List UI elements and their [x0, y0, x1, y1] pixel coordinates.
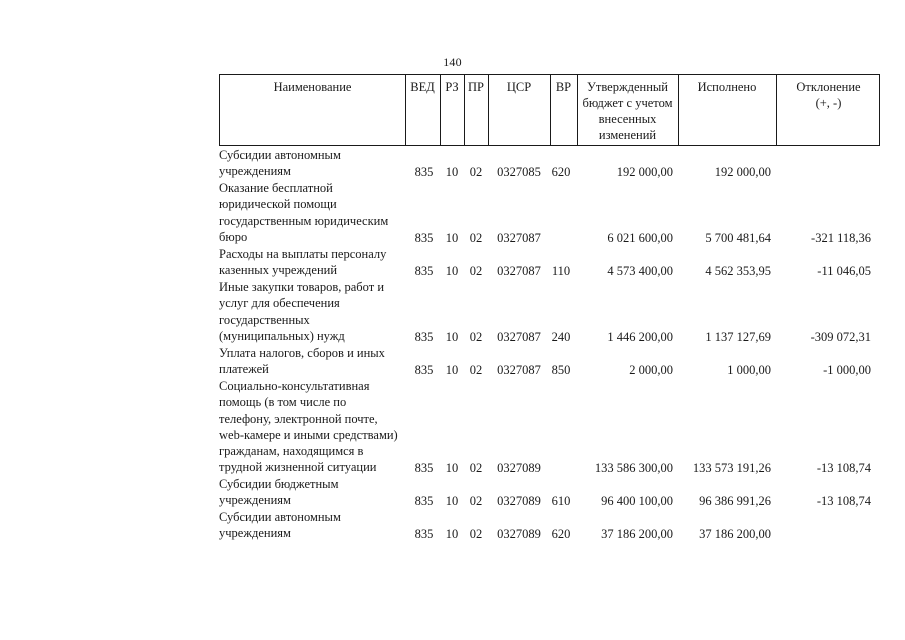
row-ved: 835 [414, 526, 434, 541]
row-vr: 850 [551, 362, 571, 377]
row-name: Уплата налогов, сборов и иных платежей [219, 346, 385, 377]
table-row [219, 246, 880, 279]
table-row [219, 476, 880, 509]
row-ved: 835 [414, 263, 434, 278]
row-executed: 133 573 191,26 [692, 460, 771, 475]
row-ved: 835 [414, 493, 434, 508]
row-vr: 610 [551, 493, 571, 508]
row-executed: 96 386 991,26 [699, 493, 771, 508]
row-name: Иные закупки товаров, работ и услуг для обеспечения государственных (муниципальных) нужд [219, 280, 385, 343]
row-rz: 10 [445, 493, 459, 508]
row-vr: 240 [551, 329, 571, 344]
row-rz: 10 [445, 362, 459, 377]
table-row [219, 147, 880, 180]
header-rz: РЗ [445, 80, 459, 94]
header-name: Наименование [273, 80, 352, 94]
row-executed: 192 000,00 [714, 164, 771, 179]
row-executed: 1 137 127,69 [705, 329, 771, 344]
row-rz: 10 [445, 263, 459, 278]
header-vr: ВР [555, 80, 572, 94]
table-row [219, 509, 880, 542]
header-deviation: Отклонение (+, -) [796, 80, 861, 110]
header-budget: Утвержденный бюджет с учетом внесенных изменений [582, 80, 673, 142]
row-csr: 0327087 [497, 329, 541, 344]
row-deviation: -13 108,74 [816, 493, 871, 508]
row-name: Социально-консультативная помощь (в том числе по телефону, электронной почте, web-камере и иными средствами) гражданам, находящимся в трудной жизненной ситуации [219, 379, 398, 475]
row-budget: 1 446 200,00 [607, 329, 673, 344]
row-rz: 10 [445, 230, 459, 245]
row-pr: 02 [469, 164, 483, 179]
row-name: Субсидии бюджетным учреждениям [219, 477, 339, 508]
table-header [219, 74, 880, 146]
row-pr: 02 [469, 329, 483, 344]
row-vr: 110 [551, 263, 571, 278]
row-csr: 0327087 [497, 263, 541, 278]
row-executed: 5 700 481,64 [705, 230, 771, 245]
row-csr: 0327089 [497, 526, 541, 541]
row-budget: 2 000,00 [629, 362, 673, 377]
row-ved: 835 [414, 362, 434, 377]
header-pr: ПР [468, 80, 484, 94]
table-row [219, 378, 880, 476]
row-name: Субсидии автономным учреждениям [219, 148, 341, 179]
row-name: Оказание бесплатной юридической помощи государственным юридическим бюро [219, 181, 389, 244]
row-csr: 0327087 [497, 362, 541, 377]
row-pr: 02 [469, 493, 483, 508]
row-deviation: -309 072,31 [810, 329, 871, 344]
row-budget: 96 400 100,00 [601, 493, 673, 508]
header-executed: Исполнено [697, 80, 757, 94]
row-pr: 02 [469, 230, 483, 245]
row-budget: 6 021 600,00 [607, 230, 673, 245]
row-deviation: -1 000,00 [823, 362, 871, 377]
row-csr: 0327085 [497, 164, 541, 179]
row-vr: 620 [551, 526, 571, 541]
row-name: Расходы на выплаты персоналу казенных учреждений [219, 247, 387, 278]
row-vr: 620 [551, 164, 571, 179]
row-csr: 0327087 [497, 230, 541, 245]
row-ved: 835 [414, 329, 434, 344]
row-budget: 192 000,00 [616, 164, 673, 179]
row-pr: 02 [469, 263, 483, 278]
row-pr: 02 [469, 460, 483, 475]
row-budget: 133 586 300,00 [594, 460, 673, 475]
row-ved: 835 [414, 164, 434, 179]
row-name: Субсидии автономным учреждениям [219, 510, 341, 541]
table-row [219, 345, 880, 378]
row-deviation: -13 108,74 [816, 460, 871, 475]
row-deviation: -11 046,05 [817, 263, 871, 278]
row-budget: 37 186 200,00 [601, 526, 673, 541]
page-number: 140 [443, 55, 462, 69]
table-row [219, 180, 880, 246]
row-rz: 10 [445, 526, 459, 541]
row-executed: 37 186 200,00 [699, 526, 771, 541]
row-rz: 10 [445, 329, 459, 344]
header-csr: ЦСР [506, 80, 532, 94]
row-rz: 10 [445, 460, 459, 475]
row-ved: 835 [414, 460, 434, 475]
row-deviation: -321 118,36 [811, 230, 871, 245]
row-executed: 4 562 353,95 [705, 263, 771, 278]
row-executed: 1 000,00 [727, 362, 771, 377]
header-ved: ВЕД [410, 80, 435, 94]
table-row [219, 279, 880, 345]
row-rz: 10 [445, 164, 459, 179]
row-pr: 02 [469, 362, 483, 377]
row-csr: 0327089 [497, 460, 541, 475]
row-budget: 4 573 400,00 [607, 263, 673, 278]
row-pr: 02 [469, 526, 483, 541]
row-ved: 835 [414, 230, 434, 245]
row-csr: 0327089 [497, 493, 541, 508]
